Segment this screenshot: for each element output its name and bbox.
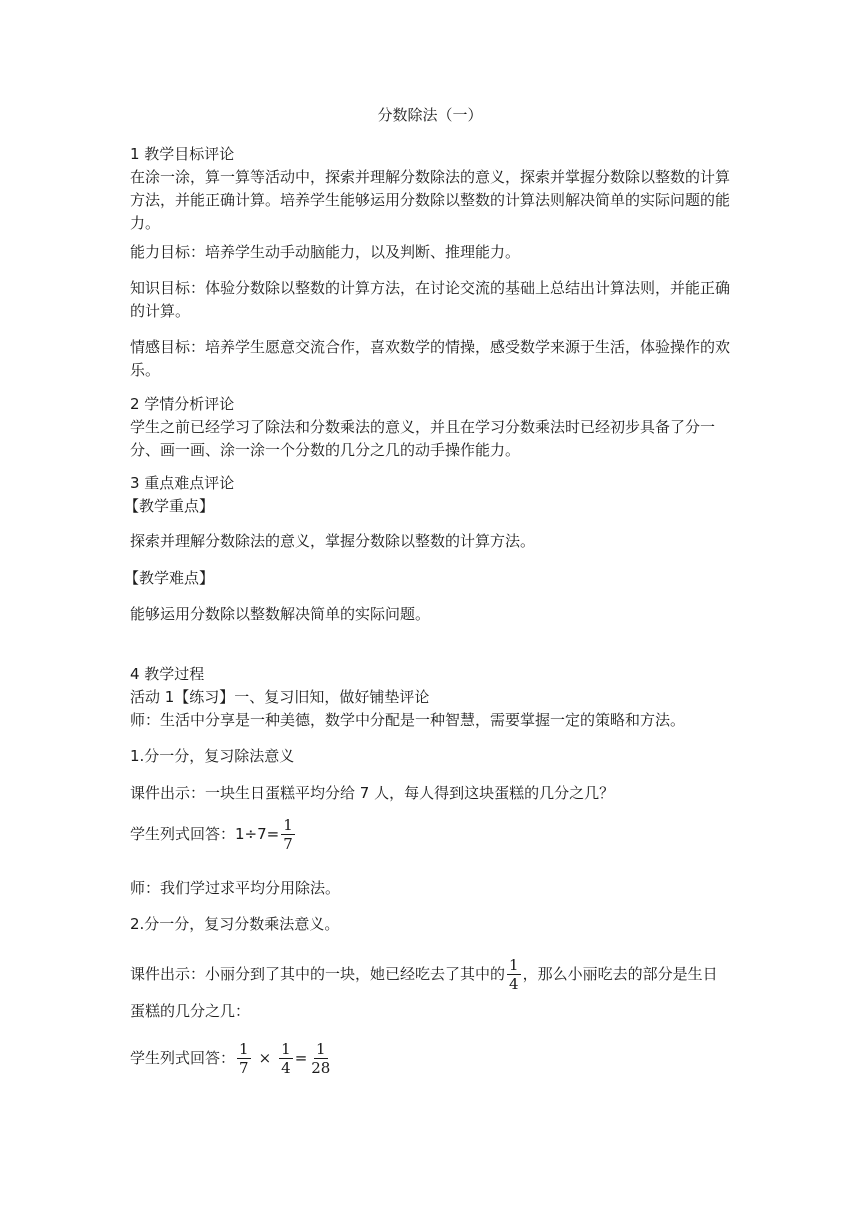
answer-1 (130, 816, 730, 853)
slide-2-line-1 (130, 956, 730, 993)
slide-2-text-a: 课件出示：小丽分到了其中的一块，她已经吃去了其中的 (130, 965, 506, 983)
document-title: 分数除法（一） (377, 106, 483, 124)
ability-goal: 能力目标：培养学生动手动脑能力，以及判断、推理能力。 (130, 243, 521, 261)
section-2-heading: 2 学情分析评论 (130, 395, 235, 413)
teacher-intro: 师：生活中分享是一种美德，数学中分配是一种智慧，需要掌握一定的策略和方法。 (130, 711, 686, 729)
emotion-goal: 情感目标：培养学生愿意交流合作，喜欢数学的情操，感受数学来源于生活，体验操作的欢乐。 (130, 338, 731, 379)
answer-2 (130, 1040, 730, 1077)
difficulty-label: 【教学难点】 (124, 569, 215, 587)
fraction-1-4 (507, 956, 521, 993)
section-1-heading: 1 教学目标评论 (130, 145, 235, 163)
slide-2-text-b: ，那么小丽吃去的部分是生日 (522, 965, 718, 983)
fraction-denominator: 28 (311, 1059, 331, 1077)
fraction-1-4 (279, 1040, 293, 1077)
fraction-1-7 (281, 816, 295, 853)
key-point-body: 探索并理解分数除法的意义，掌握分数除以整数的计算方法。 (130, 532, 536, 550)
fraction-numerator: 1 (283, 816, 293, 834)
knowledge-goal: 知识目标：体验分数除以整数的计算方法，在讨论交流的基础上总结出计算法则，并能正确的计算。 (130, 279, 731, 320)
fraction-numerator: 1 (316, 1040, 326, 1058)
answer-2-prefix: 学生列式回答： (130, 1049, 236, 1067)
fraction-denominator: 7 (283, 835, 293, 853)
section-3-heading: 3 重点难点评论 (130, 474, 235, 492)
times-sign: × (258, 1049, 272, 1067)
fraction-numerator: 1 (239, 1040, 249, 1058)
fraction-1-28 (309, 1040, 332, 1077)
key-point-label: 【教学重点】 (124, 497, 215, 515)
fraction-numerator: 1 (509, 956, 519, 974)
section-2-body: 学生之前已经学习了除法和分数乘法的意义，并且在学习分数乘法时已经初步具备了分一分、画一画、涂一涂一个分数的几分之几的动手操作能力。 (130, 418, 716, 459)
fraction-denominator: 4 (509, 975, 519, 993)
step-1-heading: 1.分一分，复习除法意义 (130, 747, 295, 765)
slide-1-text: 课件出示：一块生日蛋糕平均分给 7 人，每人得到这块蛋糕的几分之几？ (130, 784, 615, 802)
difficulty-body: 能够运用分数除以整数解决简单的实际问题。 (130, 605, 431, 623)
slide-2-line-2: 蛋糕的几分之几： (130, 1002, 251, 1020)
fraction-denominator: 4 (281, 1059, 291, 1077)
teacher-remark: 师：我们学过求平均分用除法。 (130, 879, 341, 897)
fraction-numerator: 1 (281, 1040, 291, 1058)
activity-1-title: 活动 1【练习】一、复习旧知，做好铺垫评论 (130, 688, 430, 706)
section-4-heading: 4 教学过程 (130, 665, 205, 683)
fraction-1-7 (237, 1040, 251, 1077)
fraction-denominator: 7 (239, 1059, 249, 1077)
step-2-heading: 2.分一分，复习分数乘法意义。 (130, 915, 340, 933)
section-1-body: 在涂一涂，算一算等活动中，探索并理解分数除法的意义，探索并掌握分数除以整数的计算方法，并能正确计算。培养学生能够运用分数除以整数的计算法则解决简单的实际问题的能力。 (130, 168, 731, 232)
equals-sign: = (294, 1049, 308, 1067)
answer-1-prefix: 学生列式回答：1÷7= (130, 825, 280, 843)
